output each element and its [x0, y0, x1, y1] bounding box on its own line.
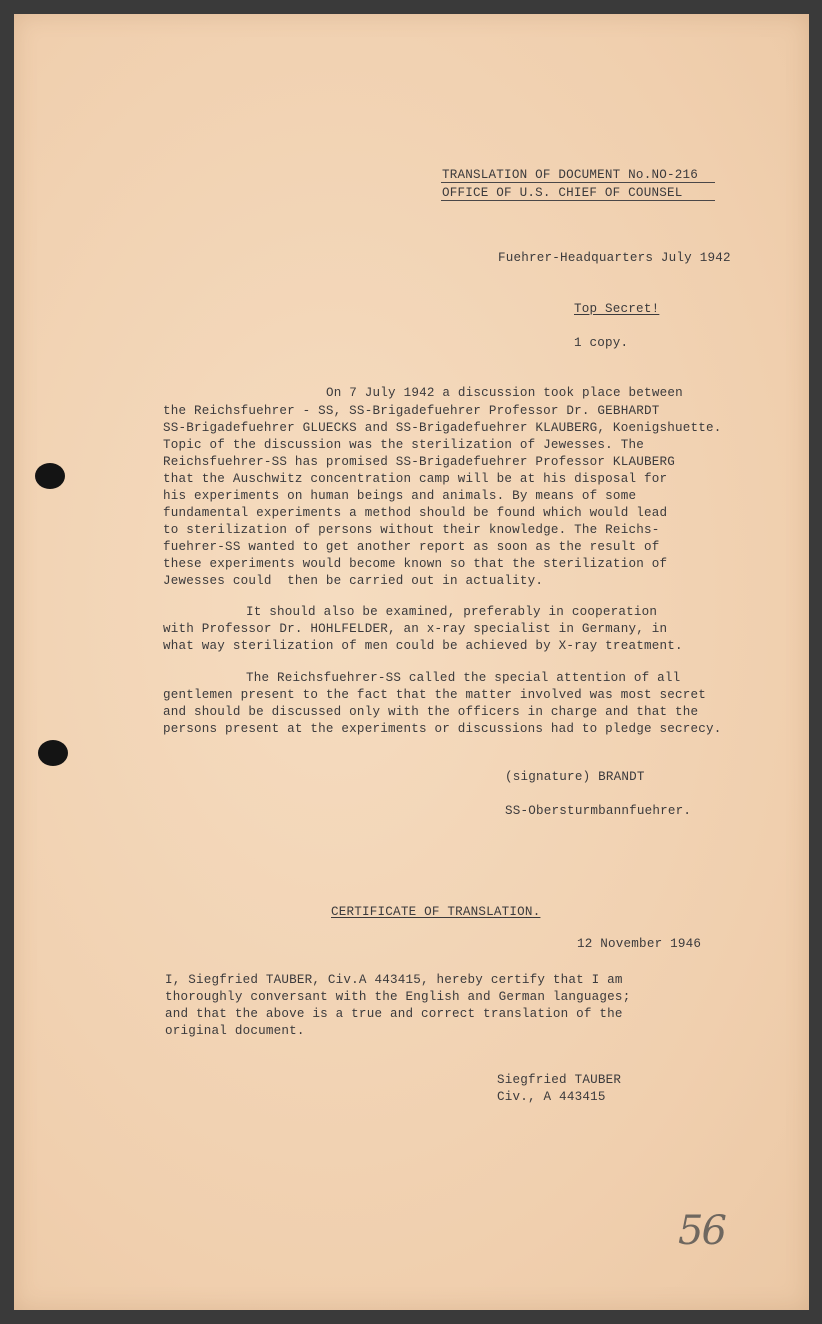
paragraph-line: and should be discussed only with the officers in charge and that the: [163, 705, 699, 719]
paragraph-line: persons present at the experiments or discussions had to pledge secrecy.: [163, 722, 722, 736]
paragraph-line: It should also be examined, preferably in cooperation: [246, 605, 658, 619]
paragraph-line: the Reichsfuehrer - SS, SS-Brigadefuehrer Professor Dr. GEBHARDT: [163, 404, 660, 418]
paragraph-line: with Professor Dr. HOHLFELDER, an x-ray specialist in Germany, in: [163, 622, 668, 636]
signature-rank: SS-Obersturmbannfuehrer.: [505, 804, 692, 818]
paragraph-line: fuehrer-SS wanted to get another report as soon as the result of: [163, 540, 660, 554]
paragraph-line: gentlemen present to the fact that the matter involved was most secret: [163, 688, 707, 702]
paragraph-line: Topic of the discussion was the sterilization of Jewesses. The: [163, 438, 644, 452]
paragraph-line: fundamental experiments a method should be found which would lead: [163, 506, 668, 520]
document-number: TRANSLATION OF DOCUMENT No.NO-216: [442, 168, 698, 182]
paragraph-line: what way sterilization of men could be achieved by X-ray treatment.: [163, 639, 683, 653]
translator-id: Civ., A 443415: [497, 1090, 606, 1104]
underline: [441, 200, 715, 201]
paragraph-line: that the Auschwitz concentration camp will be at his disposal for: [163, 472, 668, 486]
paragraph-line: these experiments would become known so that the sterilization of: [163, 557, 668, 571]
paragraph-line: to sterilization of persons without their knowledge. The Reichs-: [163, 523, 660, 537]
paragraph-line: his experiments on human beings and animals. By means of some: [163, 489, 637, 503]
paragraph-line: Reichsfuehrer-SS has promised SS-Brigadefuehrer Professor KLAUBERG: [163, 455, 675, 469]
classification: Top Secret!: [574, 302, 660, 316]
signature-line: (signature) BRANDT: [505, 770, 645, 784]
punch-hole: [35, 463, 65, 489]
certificate-line: I, Siegfried TAUBER, Civ.A 443415, hereby certify that I am: [165, 973, 623, 987]
paragraph-line: On 7 July 1942 a discussion took place between: [326, 386, 683, 400]
translator-name: Siegfried TAUBER: [497, 1073, 622, 1087]
punch-hole: [38, 740, 68, 766]
office-line: OFFICE OF U.S. CHIEF OF COUNSEL: [442, 186, 683, 200]
dateline: Fuehrer-Headquarters July 1942: [498, 251, 731, 265]
copy-count: 1 copy.: [574, 336, 629, 350]
paragraph-line: The Reichsfuehrer-SS called the special attention of all: [246, 671, 681, 685]
certificate-line: original document.: [165, 1024, 305, 1038]
document-sheet: [14, 14, 809, 1310]
certificate-line: and that the above is a true and correct translation of the: [165, 1007, 623, 1021]
certificate-title: CERTIFICATE OF TRANSLATION.: [331, 905, 541, 919]
certificate-line: thoroughly conversant with the English and German languages;: [165, 990, 631, 1004]
certificate-date: 12 November 1946: [577, 937, 702, 951]
page-number: 56: [678, 1208, 725, 1254]
paragraph-line: Jewesses could then be carried out in actuality.: [163, 574, 544, 588]
underline: [441, 182, 715, 183]
paragraph-line: SS-Brigadefuehrer GLUECKS and SS-Brigadefuehrer KLAUBERG, Koenigshuette.: [163, 421, 722, 435]
